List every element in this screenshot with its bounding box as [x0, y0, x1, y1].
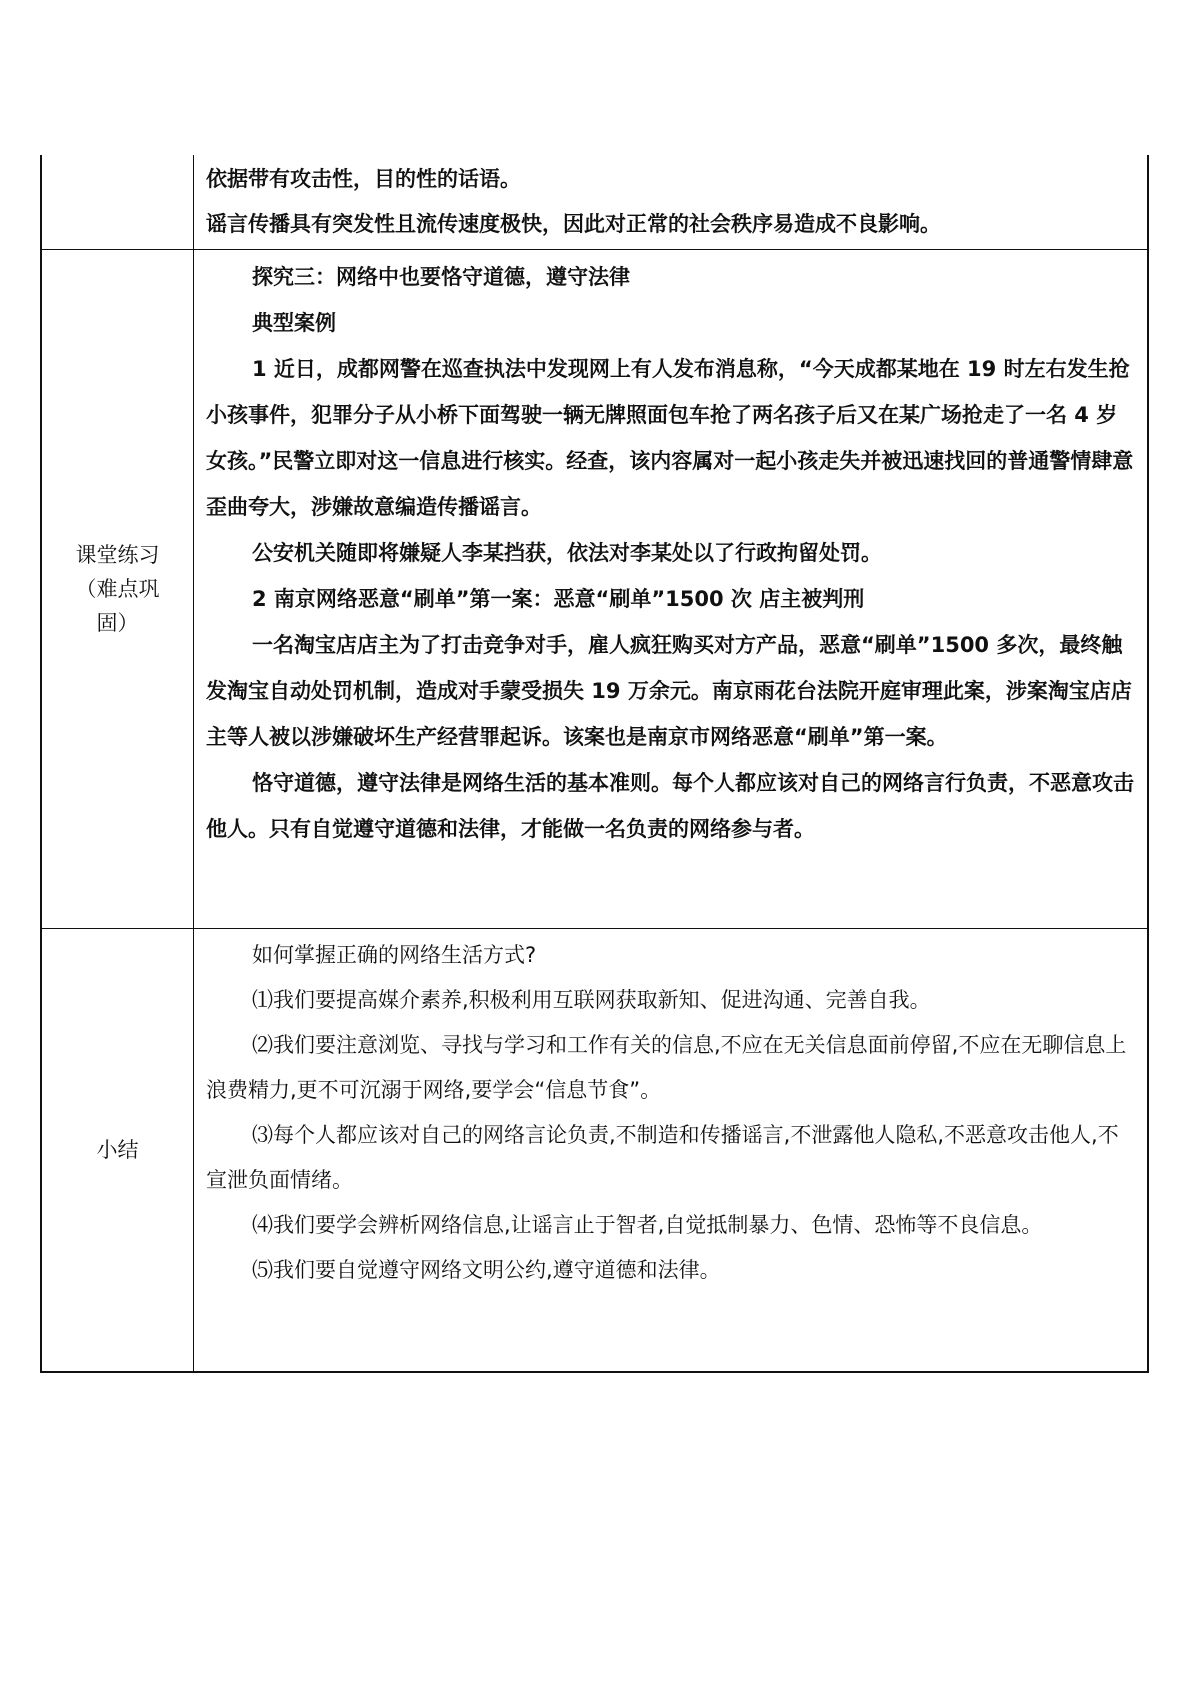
- row-label-practice: [42, 250, 194, 928]
- summary-item: ⑴我们要提高媒介素养,积极利用互联网获取新知、促进沟通、完善自我。: [252, 988, 931, 1012]
- label-line: （难点巩: [75, 577, 160, 601]
- summary-item: ⑶每个人都应该对自己的网络言论负责,不制造和传播谣言,不泄露他人隐私,不恶意攻击他人,不宣泄负面情绪。: [206, 1123, 1119, 1192]
- conclusion-paragraph: 恪守道德，遵守法律是网络生活的基本准则。每个人都应该对自己的网络言行负责，不恶意攻击他人。只有自觉遵守道德和法律，才能做一名负责的网络参与者。: [206, 771, 1134, 841]
- row-label-empty: [42, 155, 194, 249]
- table-row-summary: [42, 928, 1147, 1371]
- summary-item: ⑷我们要学会辨析网络信息,让谣言止于智者,自觉抵制暴力、色情、恐怖等不良信息。: [252, 1213, 1043, 1237]
- summary-item: ⑵我们要注意浏览、寻找与学习和工作有关的信息,不应在无关信息面前停留,不应在无聊信息上浪费精力,更不可沉溺于网络,要学会“信息节食”。: [206, 1033, 1127, 1102]
- case-2-paragraph: 一名淘宝店店主为了打击竞争对手，雇人疯狂购买对方产品，恶意“刷单”1500 多次，最终触发淘宝自动处罚机制，造成对手蒙受损失 19 万余元。南京雨花台法院开庭审理此案，涉案淘宝店店主等人被以涉嫌破坏生产经营罪起诉。该案也是南京市网络恶意“刷单”第一案。: [206, 633, 1132, 749]
- subheading: 典型案例: [252, 311, 336, 335]
- case-1-paragraph: 1 近日，成都网警在巡查执法中发现网上有人发布消息称，“今天成都某地在 19 时左右发生抢小孩事件，犯罪分子从小桥下面驾驶一辆无牌照面包车抢了两名孩子后又在某广场抢走了一名 4 岁女孩。”民警立即对这一信息进行核实。经查，该内容属对一起小孩走失并被迅速找回的普通警情肆意歪曲夸大，涉嫌故意编造传播谣言。: [206, 357, 1134, 519]
- paragraph: 依据带有攻击性，目的性的话语。: [206, 167, 521, 191]
- case-2-title: 2 南京网络恶意“刷单”第一案：恶意“刷单”1500 次 店主被判刑: [252, 587, 865, 611]
- label-line: 课堂练习: [75, 543, 160, 567]
- row-content-summary: [194, 929, 1147, 1371]
- summary-item: ⑸我们要自觉遵守网络文明公约,遵守道德和法律。: [252, 1258, 721, 1282]
- row-label-summary: 小结: [42, 929, 194, 1371]
- table-row-practice: [42, 249, 1147, 928]
- lesson-table: [40, 155, 1149, 1373]
- row-content-practice: [194, 250, 1147, 928]
- row-content-continued: [194, 155, 1147, 249]
- summary-question: 如何掌握正确的网络生活方式?: [252, 943, 537, 967]
- label-line: 固）: [96, 611, 139, 635]
- case-1-outcome: 公安机关随即将嫌疑人李某挡获，依法对李某处以了行政拘留处罚。: [252, 541, 882, 565]
- section-heading: 探究三：网络中也要恪守道德，遵守法律: [252, 265, 630, 289]
- table-row-continued: [42, 155, 1147, 249]
- paragraph: 谣言传播具有突发性且流传速度极快，因此对正常的社会秩序易造成不良影响。: [206, 212, 941, 236]
